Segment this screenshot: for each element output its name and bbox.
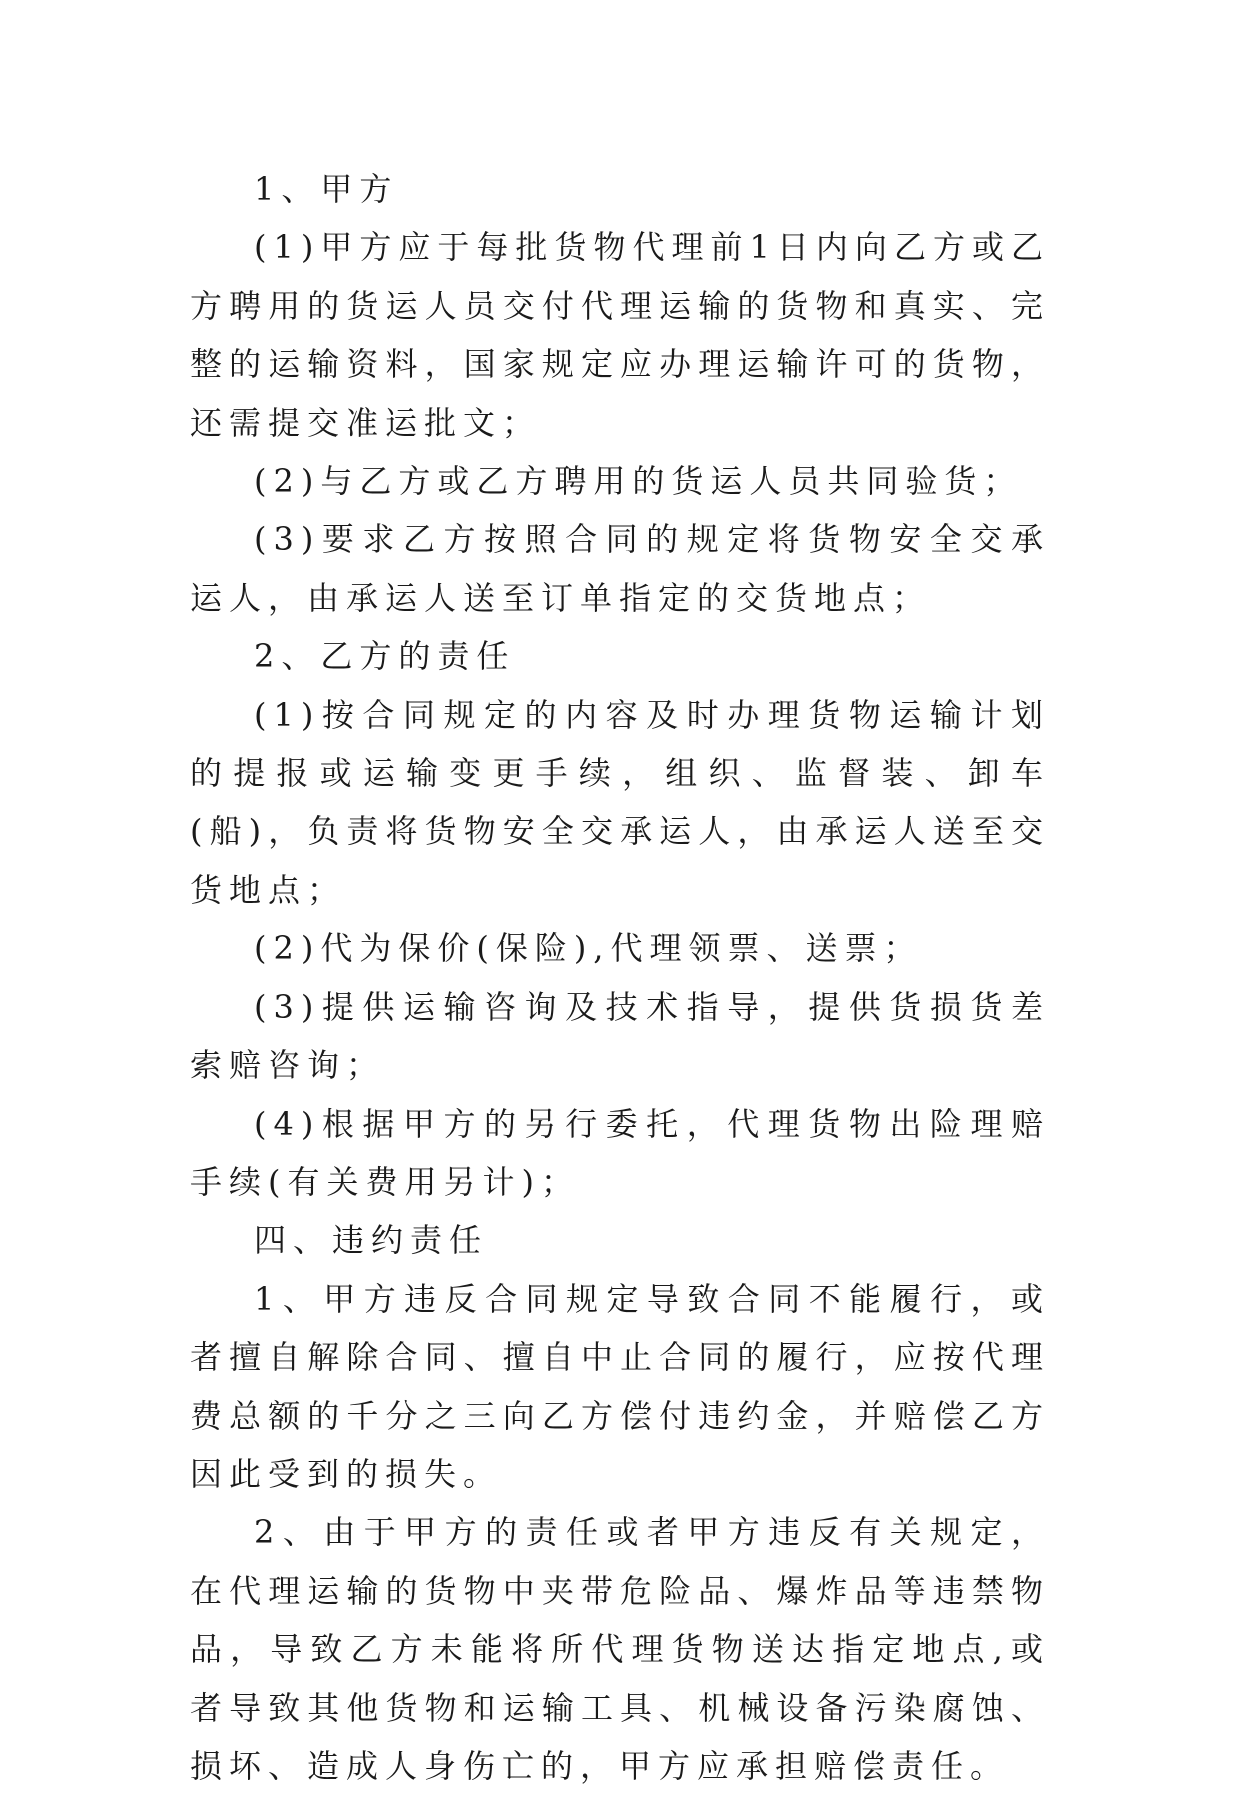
document-body bbox=[190, 160, 1050, 1795]
clause-paragraph: (1)按合同规定的内容及时办理货物运输计划的提报或运输变更手续，组织、监督装、卸车(船)，负责将货物安全交承运人，由承运人送至交货地点； bbox=[190, 695, 1050, 909]
clause-paragraph: (3)提供运输咨询及技术指导，提供货损货差索赔咨询； bbox=[190, 987, 1050, 1085]
section-heading-party-a: 1、甲方 bbox=[254, 170, 399, 208]
section-heading-party-b-duties: 2、乙方的责任 bbox=[254, 637, 516, 676]
clause-paragraph: 1、甲方违反合同规定导致合同不能履行，或者擅自解除合同、擅自中止合同的履行，应按代理费总额的千分之三向乙方偿付违约金，并赔偿乙方因此受到的损失。 bbox=[190, 1279, 1050, 1493]
clause-paragraph: (1)甲方应于每批货物代理前1日内向乙方或乙方聘用的货运人员交付代理运输的货物和真实、完整的运输资料，国家规定应办理运输许可的货物，还需提交准运批文； bbox=[190, 228, 1050, 442]
section-heading-liability: 四、违约责任 bbox=[254, 1221, 489, 1260]
clause-paragraph: (2)与乙方或乙方聘用的货运人员共同验货； bbox=[254, 462, 1023, 501]
clause-paragraph: (4)根据甲方的另行委托，代理货物出险理赔手续(有关费用另计)； bbox=[190, 1104, 1050, 1201]
clause-paragraph: (3)要求乙方按照合同的规定将货物安全交承运人，由承运人送至订单指定的交货地点； bbox=[190, 520, 1050, 617]
clause-paragraph: 2、由于甲方的责任或者甲方违反有关规定，在代理运输的货物中夹带危险品、爆炸品等违禁物品，导致乙方未能将所代理货物送达指定地点,或者导致其他货物和运输工具、机械设备污染腐蚀、损坏、造成人身伤亡的，甲方应承担赔偿责任。 bbox=[190, 1513, 1050, 1785]
clause-paragraph: (2)代为保价(保险),代理领票、送票； bbox=[254, 929, 923, 968]
